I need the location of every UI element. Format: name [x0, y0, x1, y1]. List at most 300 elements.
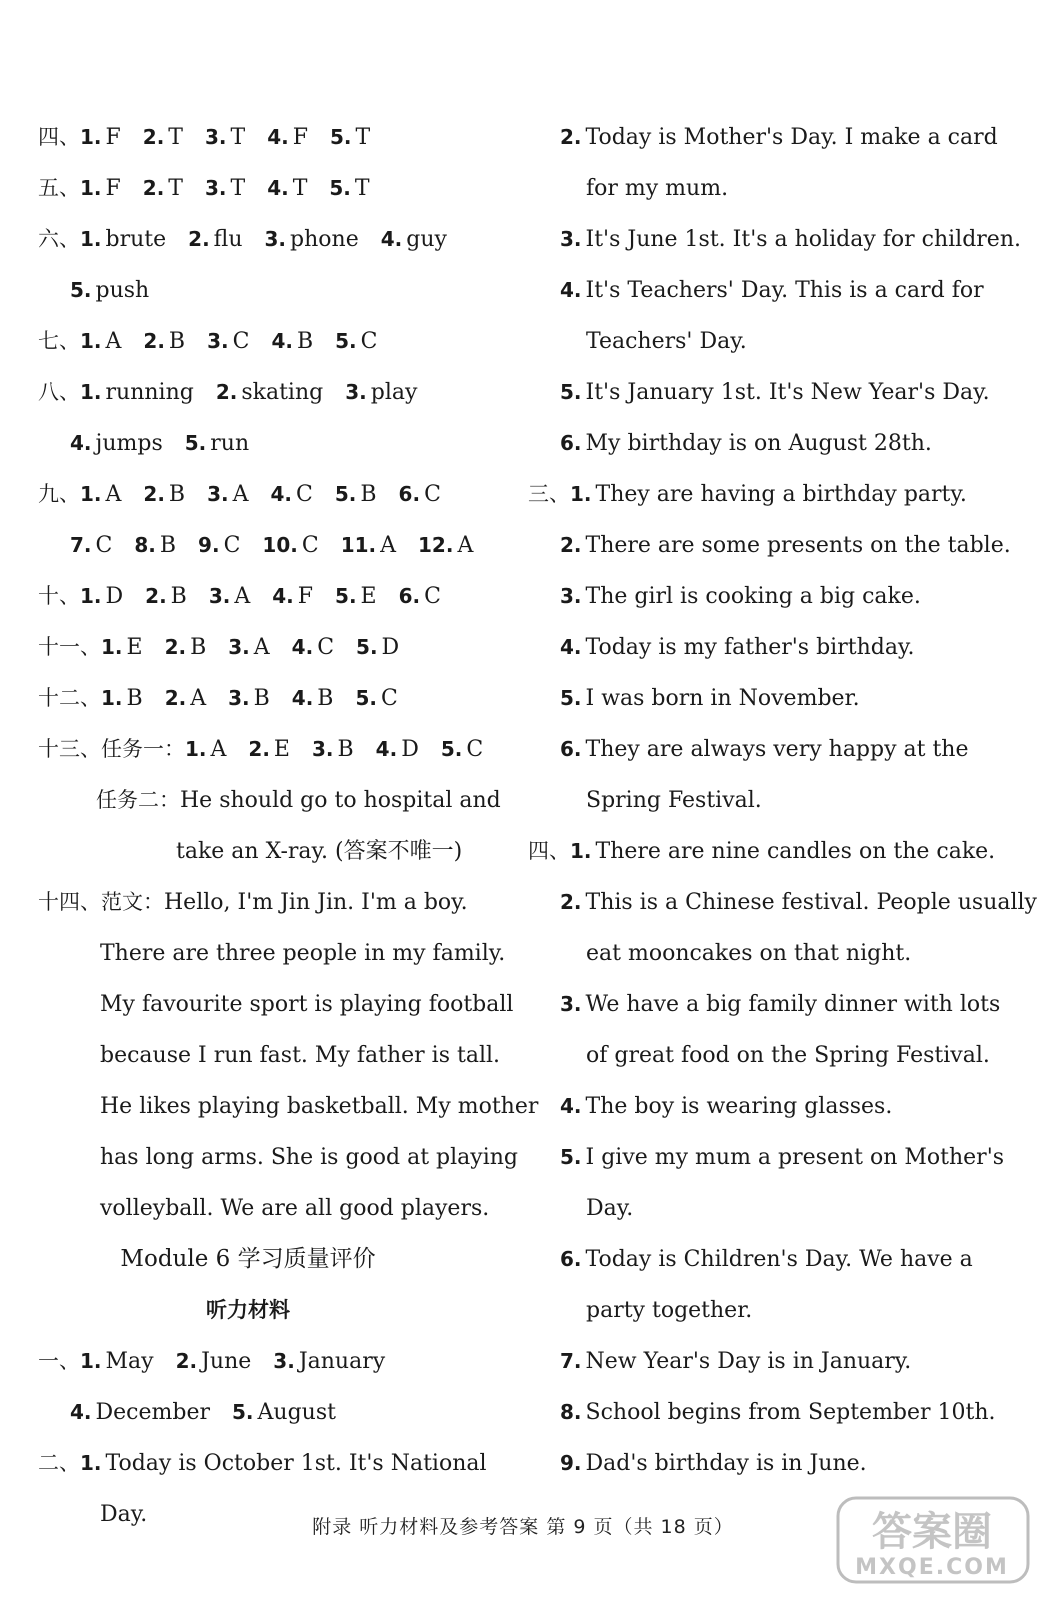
item-number: 6. — [398, 482, 421, 506]
item-answer: A — [380, 533, 397, 558]
text-line — [38, 928, 506, 979]
answer-item — [441, 737, 483, 762]
item-number: 2. — [248, 737, 270, 761]
answer-item — [80, 176, 121, 201]
answer-item — [292, 686, 334, 711]
item-answer: May — [105, 1349, 154, 1374]
answer-item — [70, 1400, 210, 1425]
answer-item — [207, 482, 248, 507]
right-column — [528, 112, 1037, 1489]
item-number: 7. — [560, 1349, 582, 1373]
sentence: They are always very happy at the — [585, 737, 969, 762]
item-number: 5. — [560, 686, 582, 710]
item-answer: C — [232, 329, 250, 354]
sentence: This is a Chinese festival. People usually — [585, 890, 1037, 915]
section-label: 八、 — [38, 380, 80, 404]
item-number: 8. — [134, 533, 156, 557]
item-number: 5. — [355, 686, 377, 710]
item-number: 1. — [80, 227, 102, 251]
task-answer-cont: take an X-ray. (答案不唯一) — [176, 839, 463, 864]
sentence-cont: for my mum. — [586, 176, 729, 201]
answer-item — [267, 176, 307, 201]
text-line — [528, 163, 978, 214]
sentence-cont: Day. — [586, 1196, 634, 1221]
sentence: New Year's Day is in January. — [585, 1349, 912, 1374]
section-label: 十一、 — [38, 635, 101, 659]
item-answer: E — [273, 737, 290, 762]
text-line — [528, 622, 978, 673]
item-answer: B — [253, 686, 270, 711]
item-number: 2. — [560, 533, 582, 557]
item-number: 4. — [70, 431, 92, 455]
answer-item — [335, 329, 377, 354]
watermark-text-url: MXQE.COM — [855, 1555, 1009, 1580]
text-line — [528, 775, 978, 826]
answer-item — [418, 533, 473, 558]
text-line — [528, 265, 984, 316]
essay-prefix: 范文： — [101, 890, 164, 914]
item-answer: C — [95, 533, 113, 558]
item-answer: B — [317, 686, 334, 711]
answer-item — [80, 482, 121, 507]
answer-item — [101, 635, 143, 660]
item-answer: D — [105, 584, 124, 609]
section-label: 四、 — [38, 125, 80, 149]
answer-item — [312, 737, 354, 762]
item-answer: T — [354, 176, 370, 201]
item-answer: B — [159, 533, 177, 558]
item-answer: A — [234, 584, 251, 609]
item-answer: D — [381, 635, 400, 660]
task-label: 任务二： — [96, 788, 180, 812]
item-answer: F — [105, 176, 121, 201]
sentence: There are nine candles on the cake. — [595, 839, 996, 864]
sentence: Today is my father's birthday. — [585, 635, 915, 660]
section-label: 三、 — [528, 482, 570, 506]
sentence: Today is Mother's Day. I make a card — [585, 125, 998, 150]
answer-item — [143, 125, 183, 150]
text-line — [38, 316, 488, 367]
section-label: 十、 — [38, 584, 80, 608]
item-number: 2. — [143, 329, 165, 353]
text-line — [528, 928, 978, 979]
item-answer: B — [168, 482, 186, 507]
section-label: 十三、 — [38, 737, 101, 761]
task-answer: He should go to hospital and — [180, 788, 501, 813]
section-label: 五、 — [38, 176, 80, 200]
text-line — [528, 877, 1037, 928]
text-line — [528, 1030, 990, 1081]
item-answer: guy — [406, 227, 447, 252]
answer-item — [143, 329, 185, 354]
section-label: 二、 — [38, 1451, 80, 1475]
answer-item — [80, 329, 121, 354]
text-line — [38, 1336, 488, 1387]
item-answer: B — [296, 329, 314, 354]
section-label: 七、 — [38, 329, 80, 353]
item-number: 5. — [356, 635, 378, 659]
answer-item — [272, 584, 313, 609]
text-line — [528, 1438, 978, 1489]
answer-item — [205, 176, 245, 201]
item-answer: run — [210, 431, 250, 456]
item-number: 3. — [345, 380, 367, 404]
answer-item — [265, 227, 359, 252]
item-number: 2. — [560, 125, 582, 149]
section-label: 十二、 — [38, 686, 101, 710]
text-line — [528, 469, 978, 520]
text-line — [528, 1387, 996, 1438]
module-title: Module 6 学习质量评价 — [120, 1246, 376, 1272]
sentence: My birthday is on August 28th. — [585, 431, 932, 456]
answer-item — [70, 278, 149, 303]
text-line — [528, 520, 1011, 571]
item-number: 1. — [101, 635, 123, 659]
item-answer: C — [296, 482, 313, 507]
item-number: 4. — [272, 584, 294, 608]
text-line — [38, 418, 488, 469]
answer-item — [185, 737, 226, 762]
item-answer: B — [170, 584, 187, 609]
item-number: 10. — [262, 533, 298, 557]
item-number: 3. — [228, 635, 250, 659]
item-number: 2. — [164, 635, 187, 659]
text-line — [528, 418, 978, 469]
item-number: 1. — [570, 482, 592, 506]
item-answer: C — [380, 686, 398, 711]
essay-line: My favourite sport is playing football — [100, 992, 514, 1017]
item-number: 3. — [273, 1349, 295, 1373]
watermark-logo — [834, 1490, 1034, 1590]
item-number: 4. — [270, 482, 293, 506]
item-answer: T — [230, 176, 246, 201]
sentence-cont: eat mooncakes on that night. — [586, 941, 912, 966]
sentence: They are having a birthday party. — [595, 482, 967, 507]
item-number: 1. — [185, 737, 207, 761]
text-line — [528, 1183, 978, 1234]
answer-item — [216, 380, 323, 405]
answer-item — [292, 635, 334, 660]
answer-item — [80, 125, 121, 150]
answer-item — [273, 1349, 385, 1374]
text-line — [38, 214, 488, 265]
essay-line: has long arms. She is good at playing — [100, 1145, 518, 1170]
item-number: 3. — [560, 992, 582, 1016]
text-line — [38, 367, 488, 418]
item-number: 6. — [398, 584, 421, 608]
item-answer: B — [337, 737, 354, 762]
answer-item — [176, 1349, 252, 1374]
sentence-cont: Spring Festival. — [586, 788, 762, 813]
item-number: 2. — [188, 227, 210, 251]
item-number: 5. — [329, 125, 352, 149]
text-line — [528, 979, 1001, 1030]
answer-item — [207, 329, 249, 354]
text-line — [38, 826, 488, 877]
item-answer: F — [297, 584, 314, 609]
item-answer: C — [424, 584, 441, 609]
item-number: 6. — [560, 737, 582, 761]
item-number: 2. — [142, 125, 165, 149]
text-line — [38, 724, 488, 775]
item-number: 1. — [80, 1451, 102, 1475]
item-answer: C — [223, 533, 241, 558]
text-line — [38, 1030, 501, 1081]
sentence: I give my mum a present on Mother's — [585, 1145, 1005, 1170]
answer-item — [330, 125, 370, 150]
answer-item — [134, 533, 176, 558]
item-number: 4. — [560, 1094, 582, 1118]
answer-item — [209, 584, 250, 609]
answer-item — [271, 482, 313, 507]
item-number: 4. — [291, 635, 314, 659]
text-line — [528, 1234, 978, 1285]
item-number: 11. — [340, 533, 377, 557]
answer-item — [143, 482, 185, 507]
text-line — [528, 1285, 978, 1336]
item-number: 6. — [560, 1247, 582, 1271]
item-number: 2. — [142, 176, 165, 200]
item-answer: flu — [213, 227, 243, 252]
item-answer: B — [360, 482, 377, 507]
answer-item — [198, 533, 240, 558]
item-number: 1. — [80, 584, 102, 608]
answer-item — [271, 329, 313, 354]
item-number: 5. — [440, 737, 463, 761]
item-number: 3. — [560, 584, 582, 608]
listening-title: 听力材料 — [206, 1298, 290, 1322]
item-number: 4. — [375, 737, 398, 761]
item-number: 6. — [560, 431, 582, 455]
section-label: 四、 — [528, 839, 570, 863]
item-number: 5. — [184, 431, 207, 455]
sentence-cont: Teachers' Day. — [586, 329, 747, 354]
answer-item — [143, 176, 183, 201]
text-line — [528, 367, 990, 418]
sentence: I was born in November. — [585, 686, 860, 711]
answer-item — [145, 584, 187, 609]
item-answer: push — [95, 278, 150, 303]
item-number: 1. — [570, 839, 592, 863]
answer-item — [356, 635, 399, 660]
item-answer: brute — [105, 227, 167, 252]
section-label: 九、 — [38, 482, 80, 506]
text-line — [528, 571, 978, 622]
text-line — [38, 673, 488, 724]
answer-item — [399, 482, 441, 507]
sentence: Today is Children's Day. We have a — [585, 1247, 973, 1272]
item-answer: B — [126, 686, 143, 711]
item-number: 1. — [80, 125, 102, 149]
answer-item — [228, 686, 270, 711]
answer-item — [335, 482, 377, 507]
answer-item — [80, 227, 166, 252]
item-number: 4. — [271, 329, 293, 353]
text-line — [38, 571, 488, 622]
answer-item — [188, 227, 242, 252]
item-answer: C — [424, 482, 441, 507]
answer-item — [248, 737, 290, 762]
item-number: 3. — [204, 125, 227, 149]
text-line — [528, 673, 978, 724]
answer-item — [70, 533, 112, 558]
item-number: 2. — [175, 1349, 198, 1373]
item-number: 5. — [232, 1400, 254, 1424]
sentence: The girl is cooking a big cake. — [585, 584, 921, 609]
item-number: 4. — [291, 686, 314, 710]
item-number: 2. — [143, 482, 165, 506]
item-answer: A — [253, 635, 270, 660]
text-line — [38, 1081, 539, 1132]
item-answer: January — [298, 1349, 386, 1374]
answer-item — [329, 176, 369, 201]
essay-line: He likes playing basketball. My mother — [100, 1094, 539, 1119]
text-line — [38, 775, 501, 826]
item-number: 2. — [215, 380, 238, 404]
answer-item — [267, 125, 308, 150]
item-number: 3. — [208, 584, 231, 608]
item-number: 9. — [560, 1451, 582, 1475]
item-answer: T — [168, 176, 183, 201]
text-line — [38, 1285, 488, 1336]
answer-item — [399, 584, 441, 609]
item-answer: A — [105, 482, 122, 507]
answer-item — [165, 635, 207, 660]
item-number: 5. — [70, 278, 92, 302]
item-answer: A — [105, 329, 122, 354]
text-line — [38, 112, 488, 163]
sentence: It's Teachers' Day. This is a card for — [585, 278, 984, 303]
item-number: 2. — [560, 890, 582, 914]
item-number: 5. — [329, 176, 351, 200]
item-answer: B — [190, 635, 207, 660]
item-answer: T — [355, 125, 371, 150]
item-number: 4. — [380, 227, 403, 251]
sentence: There are some presents on the table. — [585, 533, 1011, 558]
item-number: 3. — [560, 227, 582, 251]
item-number: 5. — [560, 380, 582, 404]
essay-line: There are three people in my family. — [100, 941, 506, 966]
item-answer: skating — [241, 380, 324, 405]
item-number: 1. — [80, 482, 102, 506]
item-number: 5. — [560, 1145, 582, 1169]
watermark-stamp-icon — [834, 1490, 1034, 1590]
item-number: 5. — [334, 482, 357, 506]
text-line — [38, 622, 488, 673]
item-number: 2. — [164, 686, 187, 710]
text-line — [528, 724, 978, 775]
sentence: It's January 1st. It's New Year's Day. — [585, 380, 990, 405]
essay-line: volleyball. We are all good players. — [100, 1196, 490, 1221]
item-number: 3. — [264, 227, 287, 251]
item-answer: E — [360, 584, 377, 609]
item-answer: T — [230, 125, 246, 150]
text-line — [528, 112, 998, 163]
answer-item — [101, 686, 143, 711]
item-answer: August — [257, 1400, 336, 1425]
sentence: Today is October 1st. It's National — [105, 1451, 487, 1476]
answer-item — [335, 584, 377, 609]
item-number: 1. — [80, 380, 102, 404]
text-line — [38, 1183, 488, 1234]
text-line — [528, 316, 978, 367]
text-line — [38, 1234, 488, 1285]
item-answer: T — [292, 176, 308, 201]
sentence: The boy is wearing glasses. — [585, 1094, 893, 1119]
text-line — [38, 979, 514, 1030]
sentence: School begins from September 10th. — [585, 1400, 996, 1425]
task-label: 任务一： — [101, 737, 185, 761]
answer-item — [228, 635, 269, 660]
item-answer: F — [292, 125, 308, 150]
item-answer: June — [201, 1349, 252, 1374]
item-number: 4. — [267, 176, 289, 200]
sentence-cont: Day. — [100, 1502, 148, 1527]
answer-item — [205, 125, 245, 150]
text-line — [38, 265, 488, 316]
item-number: 5. — [335, 329, 357, 353]
item-answer: A — [232, 482, 249, 507]
answer-item — [232, 1400, 336, 1425]
answer-item — [185, 431, 249, 456]
item-number: 4. — [560, 278, 582, 302]
text-line — [38, 520, 488, 571]
sentence: Dad's birthday is in June. — [585, 1451, 867, 1476]
item-number: 4. — [560, 635, 582, 659]
item-number: 4. — [70, 1400, 92, 1424]
item-number: 9. — [198, 533, 220, 557]
item-number: 7. — [70, 533, 92, 557]
answer-item — [80, 380, 194, 405]
item-answer: play — [370, 380, 418, 405]
page-footer: 附录 听力材料及参考答案 第 9 页（共 18 页） — [312, 1516, 734, 1538]
answer-item — [341, 533, 396, 558]
text-line — [528, 826, 996, 877]
item-number: 4. — [267, 125, 289, 149]
sentence-cont: party together. — [586, 1298, 753, 1323]
item-answer: jumps — [95, 431, 163, 456]
item-number: 3. — [311, 737, 334, 761]
item-number: 1. — [101, 686, 123, 710]
item-answer: A — [457, 533, 474, 558]
item-number: 2. — [145, 584, 167, 608]
item-answer: C — [317, 635, 335, 660]
item-number: 5. — [335, 584, 357, 608]
item-number: 3. — [228, 686, 250, 710]
answer-item — [381, 227, 447, 252]
text-line — [528, 1132, 1005, 1183]
text-line — [528, 1336, 978, 1387]
answer-item — [70, 431, 163, 456]
watermark-text-main: 答案圈 — [872, 1509, 992, 1555]
answer-item — [355, 686, 397, 711]
answer-item — [376, 737, 419, 762]
item-answer: C — [360, 329, 378, 354]
item-answer: phone — [290, 227, 359, 252]
text-line — [528, 1081, 978, 1132]
text-line — [38, 877, 488, 928]
item-number: 8. — [560, 1400, 582, 1424]
item-answer: December — [95, 1400, 210, 1425]
item-answer: D — [401, 737, 419, 762]
answer-item — [345, 380, 417, 405]
text-line — [38, 1438, 488, 1489]
answer-item — [80, 1349, 154, 1374]
sentence: We have a big family dinner with lots — [585, 992, 1001, 1017]
essay-line: Hello, I'm Jin Jin. I'm a boy. — [164, 890, 468, 915]
section-label: 六、 — [38, 227, 80, 251]
section-label: 十四、 — [38, 890, 101, 914]
